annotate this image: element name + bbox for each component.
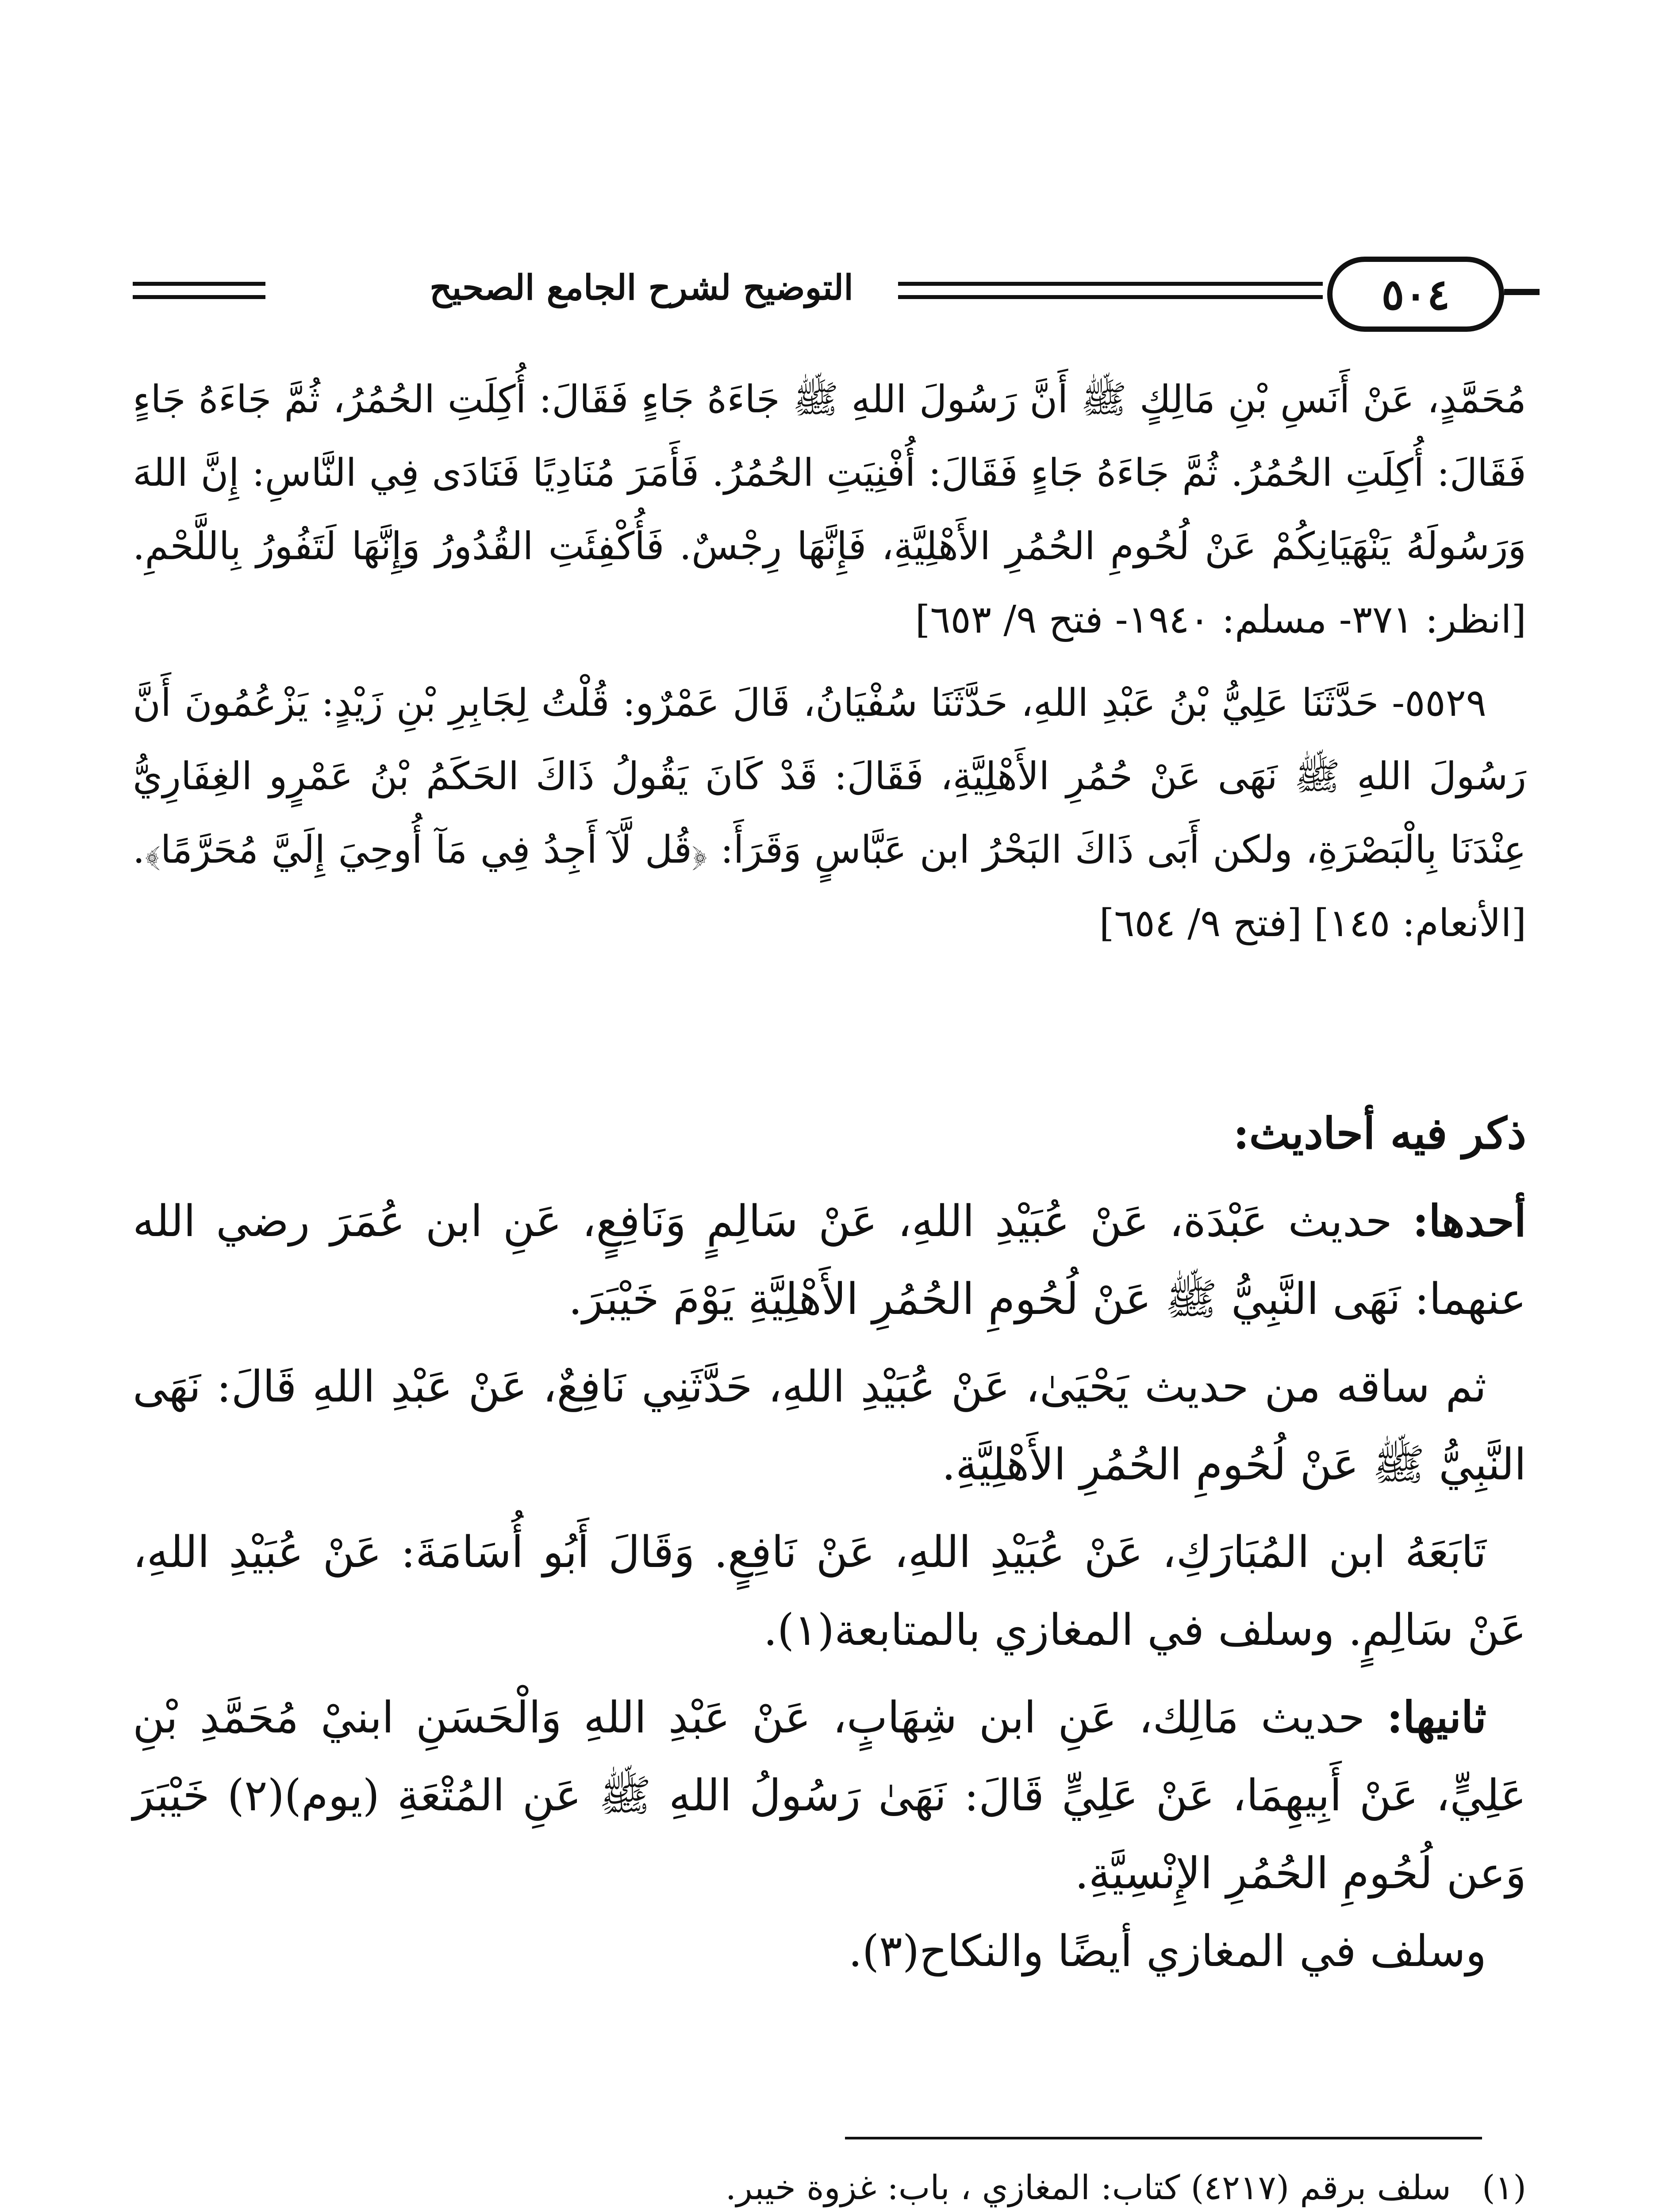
commentary-heading: ذكر فيه أحاديث:	[1233, 1108, 1526, 1159]
running-title: التوضيح لشرح الجامع الصحيح	[430, 268, 853, 308]
header-rule-right-bottom	[898, 295, 1323, 299]
paragraph-lead: ثانيها:	[1386, 1692, 1486, 1743]
page-number: ٥٠٤	[1381, 269, 1450, 319]
header-rule-right-top	[898, 282, 1323, 286]
paragraph-text: حديث مَالِك، عَنِ ابن شِهَابٍ، عَنْ عَبْدِ اللهِ وَالْحَسَنِ ابنيْ مُحَمَّدِ بْنِ عَلِيٍّ، عَنْ أَبِيهِمَا، عَنْ عَلِيٍّ قَالَ: نَهَىٰ رَسُولُ اللهِ ﷺ عَنِ المُتْعَةِ (يوم)(٢) خَيْبَرَ وَعن لُحُومِ الحُمُرِ الإِنْسِيَّةِ.	[133, 1693, 1526, 1899]
hadith-text-block	[133, 363, 1526, 960]
commentary-paragraph	[133, 1912, 1526, 1990]
hadith-paragraph: ٥٥٢٩- حَدَّثَنَا عَلِيُّ بْنُ عَبْدِ اللهِ، حَدَّثَنَا سُفْيَانُ، قَالَ عَمْرٌو: قُلْتُ لِجَابِرِ بْنِ زَيْدٍ: يَزْعُمُونَ أَنَّ رَسُولَ اللهِ ﷺ نَهَى عَنْ حُمُرِ الأَهْلِيَّةِ، فَقَالَ: قَدْ كَانَ يَقُولُ ذَاكَ الحَكَمُ بْنُ عَمْرٍو الغِفَارِيُّ عِنْدَنَا بِالْبَصْرَةِ، ولكن أَبَى ذَاكَ البَحْرُ ابن عَبَّاسٍ وَقَرَأَ: ﴿قُل لَّآ أَجِدُ فِي مَآ أُوحِيَ إِلَيَّ مُحَرَّمًا﴾. [الأنعام: ١٤٥] [فتح ٩/ ٦٥٤]	[133, 681, 1526, 945]
paragraph-lead: أحدها:	[1413, 1196, 1526, 1247]
header-rule-left-bottom	[133, 295, 265, 299]
commentary-block	[133, 1095, 1526, 1990]
page-header	[133, 254, 1540, 343]
commentary-paragraph	[133, 1348, 1526, 1504]
commentary-paragraph	[133, 1513, 1526, 1669]
footnote-text: سلف برقم (٤٢١٧) كتاب: المغازي ، باب: غزوة خيبر.	[725, 2168, 1451, 2207]
footnote-number: (١)	[1482, 2168, 1526, 2207]
paragraph-text: ثم ساقه من حديث يَحْيَىٰ، عَنْ عُبَيْدِ اللهِ، حَدَّثَنِي نَافِعٌ، عَنْ عَبْدِ اللهِ قَالَ: نَهَى النَّبِيُّ ﷺ عَنْ لُحُومِ الحُمُرِ الأَهْلِيَّةِ.	[133, 1362, 1526, 1490]
footnotes	[133, 2159, 1526, 2212]
footnote-separator	[845, 2137, 1482, 2139]
paragraph-text: حديث عَبْدَة، عَنْ عُبَيْدِ اللهِ، عَنْ سَالِمٍ وَنَافِعٍ، عَنِ ابن عُمَرَ رضي الله عنهما: نَهَى النَّبِيُّ ﷺ عَنْ لُحُومِ الحُمُرِ الأَهْلِيَّةِ يَوْمَ خَيْبَرَ.	[133, 1196, 1526, 1325]
footnote	[133, 2159, 1526, 2212]
header-rule-left-top	[133, 282, 265, 286]
paragraph-text: تَابَعَهُ ابن المُبَارَكِ، عَنْ عُبَيْدِ اللهِ، عَنْ نَافِعٍ. وَقَالَ أَبُو أُسَامَةَ: عَنْ عُبَيْدِ اللهِ، عَنْ سَالِمٍ. وسلف في المغازي بالمتابعة(١).	[133, 1527, 1526, 1655]
commentary-paragraph	[133, 1679, 1526, 1912]
header-rule-tail	[1504, 289, 1540, 295]
commentary-paragraph	[133, 1183, 1526, 1338]
page-number-badge	[1327, 257, 1504, 332]
hadith-paragraph: مُحَمَّدٍ، عَنْ أَنَسِ بْنِ مَالِكٍ ﷺ أَنَّ رَسُولَ اللهِ ﷺ جَاءَهُ جَاءٍ فَقَالَ: أُكِلَتِ الحُمُرُ، ثُمَّ جَاءَهُ جَاءٍ فَقَالَ: أُكِلَتِ الحُمُرُ. ثُمَّ جَاءَهُ جَاءٍ فَقَالَ: أُفْنِيَتِ الحُمُرُ. فَأَمَرَ مُنَادِيًا فَنَادَى فِي النَّاسِ: إِنَّ اللهَ وَرَسُولَهُ يَنْهَيَانِكُمْ عَنْ لُحُومِ الحُمُرِ الأَهْلِيَّةِ، فَإِنَّهَا رِجْسٌ. فَأُكْفِئَتِ القُدُورُ وَإِنَّهَا لَتَفُورُ بِاللَّحْمِ. [انظر: ٣٧١- مسلم: ١٩٤٠- فتح ٩/ ٦٥٣]	[133, 377, 1526, 642]
paragraph-text: وسلف في المغازي أيضًا والنكاح(٣).	[848, 1926, 1486, 1977]
